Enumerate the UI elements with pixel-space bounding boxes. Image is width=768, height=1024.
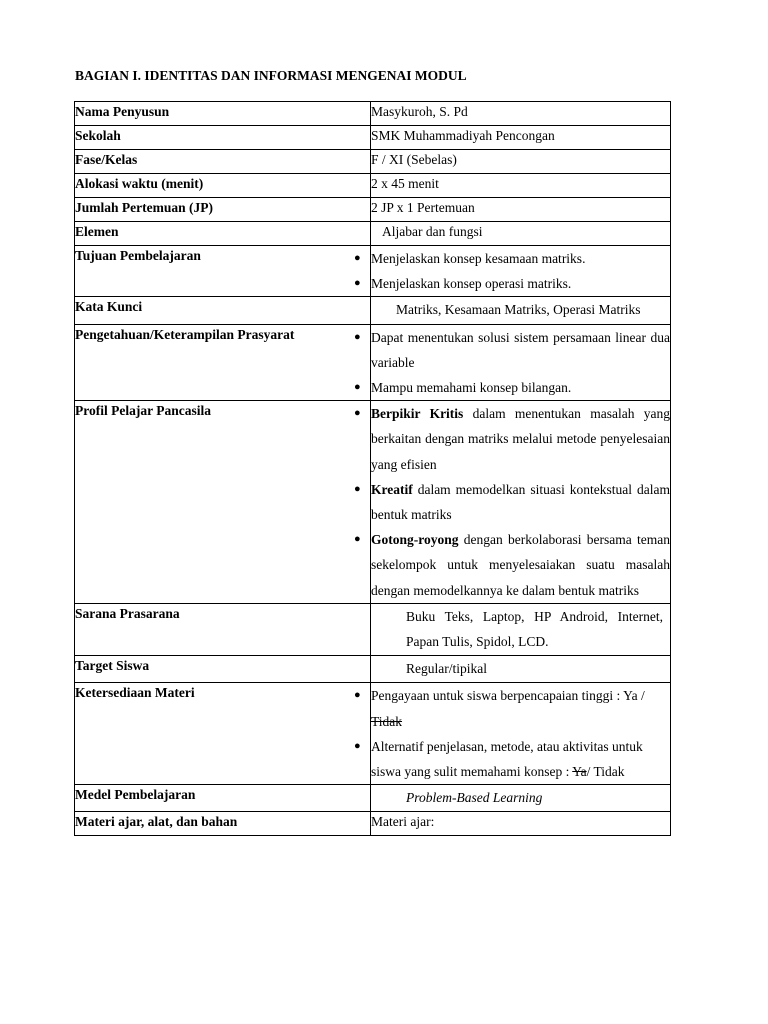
bullet-list (354, 683, 670, 784)
keywords-text: Matriks, Kesamaan Matriks, Operasi Matriks (396, 302, 641, 318)
row-value: Materi ajar: (371, 812, 671, 836)
struck-option: Ya (572, 764, 587, 780)
row-value (354, 324, 671, 401)
list-item: ● Alternatif penjelasan, metode, atau aktivitas untuk siswa yang sulit memahami konsep : Ya/ Tidak (371, 734, 670, 784)
row-label: Fase/Kelas (75, 150, 371, 174)
list-item: ● Berpikir Kritis dalam menentukan masalah yang berkaitan dengan matriks melalui metode penyelesaian yang efisien (371, 401, 670, 477)
table-row (75, 603, 671, 655)
table-row (75, 401, 671, 604)
list-item: ● Gotong-royong dengan berkolaborasi bersama teman sekelompok untuk menyelesaiakan suatu masalah dengan memodelkannya ke dalam bentuk matriks (371, 527, 670, 603)
table-row (75, 785, 671, 812)
row-label: Elemen (75, 222, 371, 246)
facilities-text: Buku Teks, Laptop, HP Android, Internet, Papan Tulis, Spidol, LCD. (406, 608, 663, 650)
row-label: Jumlah Pertemuan (JP) (75, 198, 371, 222)
table-row (75, 174, 671, 198)
row-label: Profil Pelajar Pancasila (75, 401, 371, 604)
row-value (354, 246, 671, 297)
row-value (371, 785, 671, 812)
bullet-icon: ● (354, 407, 361, 420)
bullet-list (354, 246, 670, 296)
row-value (371, 656, 671, 683)
row-label: Pengetahuan/Keterampilan Prasyarat (75, 324, 371, 401)
list-item: ● Menjelaskan konsep operasi matriks. (371, 271, 670, 296)
row-value (371, 297, 671, 324)
table-row (75, 683, 671, 785)
row-label: Kata Kunci (75, 297, 371, 324)
row-value: Aljabar dan fungsi (371, 222, 671, 246)
table-row (75, 656, 671, 683)
row-value: 2 JP x 1 Pertemuan (371, 198, 671, 222)
struck-option: Tidak (371, 713, 403, 729)
bullet-icon: ● (354, 689, 361, 702)
table-row (75, 150, 671, 174)
bullet-icon: ● (354, 482, 361, 495)
table-row (75, 324, 671, 401)
list-item: ● Dapat menentukan solusi sistem persamaan linear dua variable (371, 325, 670, 375)
list-item: ● Menjelaskan konsep kesamaan matriks. (371, 246, 670, 271)
row-label: Ketersediaan Materi (75, 683, 371, 785)
list-item: ● Kreatif dalam memodelkan situasi kontekstual dalam bentuk matriks (371, 477, 670, 527)
row-label: Tujuan Pembelajaran (75, 246, 371, 297)
row-value: Masykuroh, S. Pd (371, 102, 671, 126)
row-value: 2 x 45 menit (371, 174, 671, 198)
bullet-list (354, 401, 670, 603)
table-row (75, 222, 671, 246)
row-label: Sekolah (75, 126, 371, 150)
target-text: Regular/tipikal (406, 661, 487, 677)
page-title: BAGIAN I. IDENTITAS DAN INFORMASI MENGENAI MODUL (75, 68, 467, 83)
row-value (371, 603, 671, 655)
bullet-list (354, 325, 670, 401)
row-label: Alokasi waktu (menit) (75, 174, 371, 198)
table-row (75, 297, 671, 324)
row-value (354, 683, 671, 785)
bullet-icon: ● (354, 533, 361, 546)
row-value: F / XI (Sebelas) (371, 150, 671, 174)
row-label: Materi ajar, alat, dan bahan (75, 812, 371, 836)
row-label: Target Siswa (75, 656, 371, 683)
row-value: SMK Muhammadiyah Pencongan (371, 126, 671, 150)
bullet-icon: ● (354, 252, 361, 264)
table-row (75, 198, 671, 222)
table-row (75, 246, 671, 297)
row-value (354, 401, 671, 604)
row-label: Nama Penyusun (75, 102, 371, 126)
row-label: Sarana Prasarana (75, 603, 371, 655)
list-item: ● Mampu memahami konsep bilangan. (371, 375, 670, 400)
row-label: Medel Pembelajaran (75, 785, 371, 812)
list-item: ● Pengayaan untuk siswa berpencapaian tinggi : Ya / Tidak (371, 683, 670, 733)
bullet-icon: ● (354, 381, 361, 394)
bullet-icon: ● (354, 739, 361, 752)
bullet-icon: ● (354, 330, 361, 343)
bullet-icon: ● (354, 277, 361, 290)
table-row (75, 126, 671, 150)
table-row (75, 102, 671, 126)
module-identity-table (74, 101, 671, 836)
learning-model-text: Problem-Based Learning (406, 790, 543, 806)
table-row (75, 812, 671, 836)
